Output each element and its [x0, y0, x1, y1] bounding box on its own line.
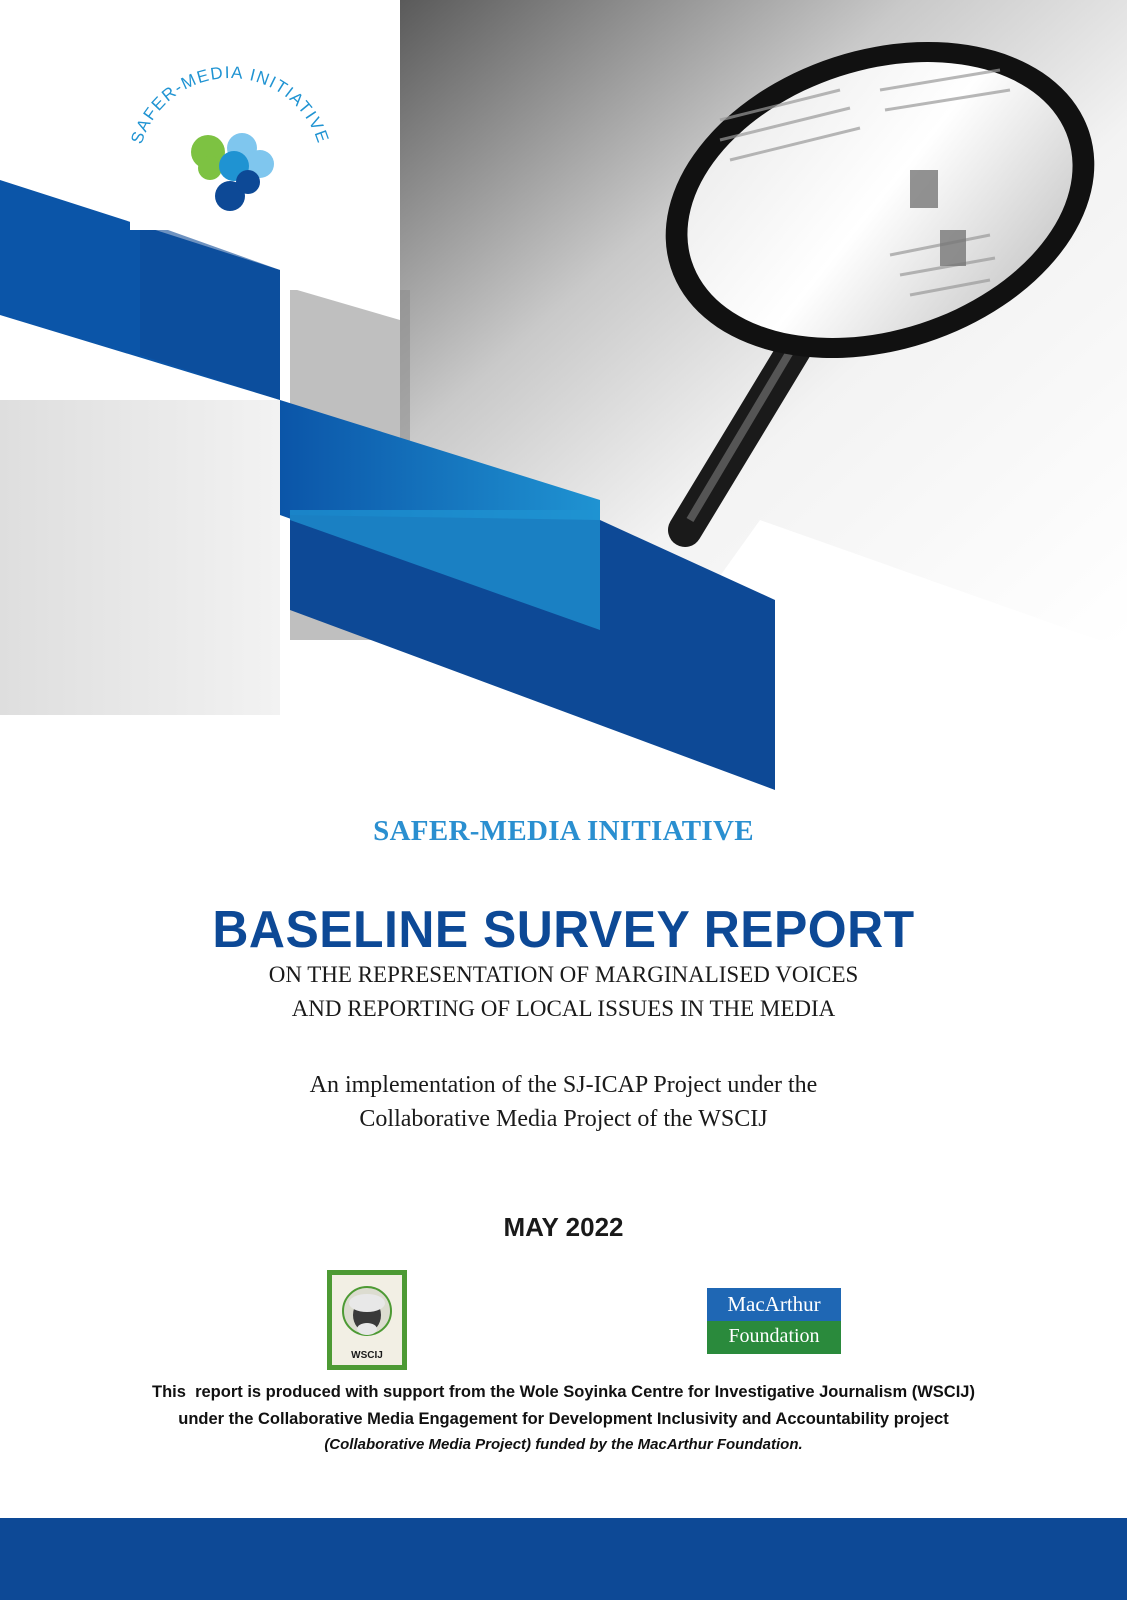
footer-bar — [0, 1518, 1127, 1600]
subtitle-line-2: AND REPORTING OF LOCAL ISSUES IN THE MEDIA — [291, 996, 836, 1021]
macarthur-logo — [707, 1288, 841, 1354]
credit-line-1: This report is produced with support from the Wole Soyinka Centre for Investigative Journalism (WSCIJ) — [152, 1383, 975, 1401]
grey-band — [0, 400, 280, 715]
credit-line-3: (Collaborative Media Project) funded by the MacArthur Foundation. — [324, 1436, 803, 1453]
org-heading: SAFER-MEDIA INITIATIVE — [373, 815, 754, 847]
subtitle-line-1: ON THE REPRESENTATION OF MARGINALISED VOICES — [268, 962, 859, 987]
wscij-label: WSCIJ — [351, 1350, 383, 1361]
implementation-line-2: Collaborative Media Project of the WSCIJ — [359, 1106, 768, 1132]
credit-line-2: under the Collaborative Media Engagement for Development Inclusivity and Accountability project — [178, 1410, 949, 1428]
macarthur-line-1: MacArthur — [707, 1288, 841, 1321]
report-date: MAY 2022 — [503, 1212, 624, 1242]
macarthur-line-2: Foundation — [707, 1321, 841, 1354]
wscij-logo — [327, 1270, 407, 1370]
logo-text: SAFER-MEDIA INITIATIVE — [127, 62, 333, 147]
report-title: BASELINE SURVEY REPORT — [212, 901, 915, 959]
implementation-line-1: An implementation of the SJ-ICAP Project under the — [309, 1072, 818, 1098]
